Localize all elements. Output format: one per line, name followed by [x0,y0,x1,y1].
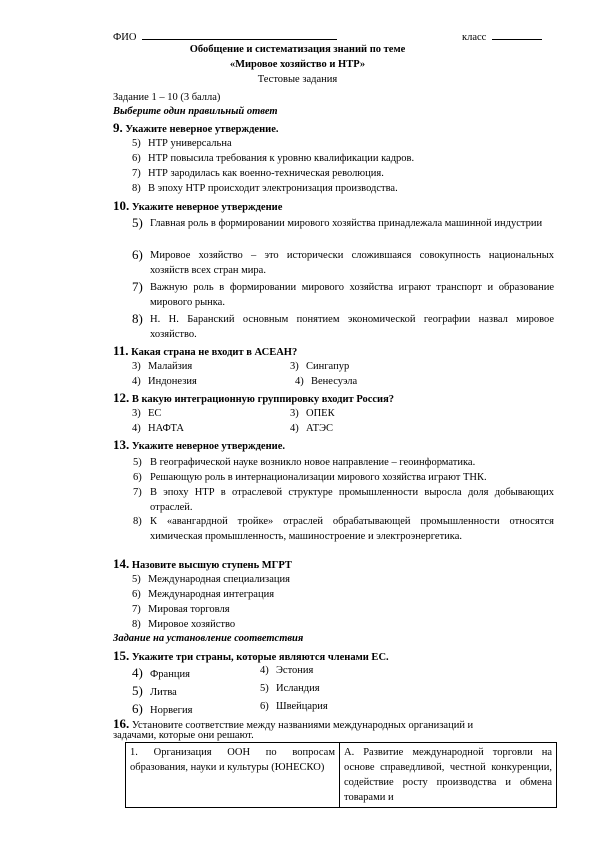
question-15-number: 15. [113,648,130,663]
fio-underline [142,30,337,40]
q9-option-1[interactable]: 5) НТР универсальна [132,138,232,149]
class-field[interactable] [462,30,542,43]
question-9-text: Укажите неверное утверждение. [125,124,279,135]
q13-option-4[interactable]: 8) К «авангардной тройке» отраслей обрабатывающей промышленности относятся химическая промышленность, машиностроение и электроэнергетика. [133,516,554,542]
question-10-number: 10. [113,198,130,213]
question-15-text: Укажите три страны, которые являются членами ЕС. [131,652,389,663]
q12-option-2[interactable]: 3) ОПЕК [290,408,335,419]
q11-option-1[interactable]: 3) Малайзия [132,361,193,372]
question-16-text-line2: задачами, которые они решают. [113,730,254,741]
q15-option-2[interactable]: 4) Эстония [260,665,314,676]
q9-option-3[interactable]: 7) НТР зародилась как военно-техническая революция. [132,168,384,179]
q14-option-2[interactable]: 6) Международная интеграция [132,589,275,600]
question-13-number: 13. [113,437,130,452]
q10-option-4[interactable]: 8) Н. Н. Баранский основным понятием экономической географии назвал мировое хозяйство. [132,311,554,340]
table-cell-organization: 1. Организация ООН по вопросам образования, науки и культуры (ЮНЕСКО) [126,743,340,808]
q11-option-3[interactable]: 4) Индонезия [132,376,197,387]
question-16-text-line1: Установите соответствие между названиями международных организаций и [131,720,474,731]
q12-option-1[interactable]: 3) ЕС [132,408,162,419]
question-16-number: 16. [113,716,130,731]
q13-option-3[interactable]: 7) В эпоху НТР в отраслевой структуре промышленности выросла доля добывающих отраслей. [133,487,554,513]
q15-option-4[interactable]: 5) Исландия [260,683,320,694]
question-12 [113,390,394,406]
q9-option-2[interactable]: 6) НТР повысила требования к уровню квалификации кадров. [132,153,415,164]
q10-option-2[interactable]: 6) Мировое хозяйство – это исторически сложившаяся совокупность национальных хозяйств всех стран мира. [132,247,554,276]
class-underline [492,30,542,40]
q10-option-1[interactable]: 5) Главная роль в формировании мирового хозяйства принадлежала машинной индустрии [132,215,543,230]
q10-option-3[interactable]: 7) Важную роль в формировании мирового хозяйства играют транспорт и образование мирового рынка. [132,279,554,308]
instruction-choose-one: Выберите один правильный ответ [113,106,278,117]
q15-option-6[interactable]: 6) Швейцария [260,701,328,712]
fio-label: ФИО [113,32,137,43]
title-line-1: Обобщение и систематизация знаний по теме [189,44,406,55]
question-9-number: 9. [113,120,123,135]
question-15 [113,648,389,664]
question-14-number: 14. [113,556,130,571]
q11-option-2[interactable]: 3) Сингапур [290,361,350,372]
title-line-3: Тестовые задания [257,74,338,85]
fio-field[interactable] [113,30,337,43]
q13-option-1[interactable]: 5) В географической науке возникло новое направление – геоинформатика. [133,457,476,468]
table-cell-task: А. Развитие международной торговли на основе справедливой, честной конкуренции, содействие росту производства и обмена товарами и [340,743,557,808]
question-12-text: В какую интеграционную группировку входит Россия? [131,394,395,405]
question-10 [113,198,282,214]
q13-option-2[interactable]: 6) Решающую роль в интернационализации мирового хозяйства играют ТНК. [133,472,487,483]
question-11 [113,343,297,359]
instruction-matching: Задание на установление соответствия [113,633,304,644]
question-12-number: 12. [113,390,130,405]
q12-option-3[interactable]: 4) НАФТА [132,423,185,434]
table-row [126,743,557,808]
q14-option-4[interactable]: 8) Мировое хозяйство [132,619,236,630]
question-9 [113,120,278,136]
q12-option-4[interactable]: 4) АТЭС [290,423,334,434]
question-11-number: 11. [113,343,129,358]
question-10-text: Укажите неверное утверждение [131,202,283,213]
question-13 [113,437,285,453]
q15-option-5[interactable]: 6) Норвегия [132,701,193,716]
q14-option-3[interactable]: 7) Мировая торговля [132,604,230,615]
title-line-2: «Мировое хозяйство и НТР» [229,59,366,70]
task-range: Задание 1 – 10 (3 балла) [113,92,221,103]
question-11-text: Какая страна не входит в АСЕАН? [131,347,298,358]
question-14-text: Назовите высшую ступень МГРТ [131,560,292,571]
q15-option-3[interactable]: 5) Литва [132,683,177,698]
q15-option-1[interactable]: 4) Франция [132,665,190,680]
question-13-text: Укажите неверное утверждение. [131,441,285,452]
q11-option-4[interactable]: 4) Венесуэла [295,376,358,387]
matching-table [125,742,557,808]
class-label: класс [462,32,487,43]
q9-option-4[interactable]: 8) В эпоху НТР происходит электронизация производства. [132,183,398,194]
q14-option-1[interactable]: 5) Международная специализация [132,574,290,585]
question-14 [113,556,292,572]
